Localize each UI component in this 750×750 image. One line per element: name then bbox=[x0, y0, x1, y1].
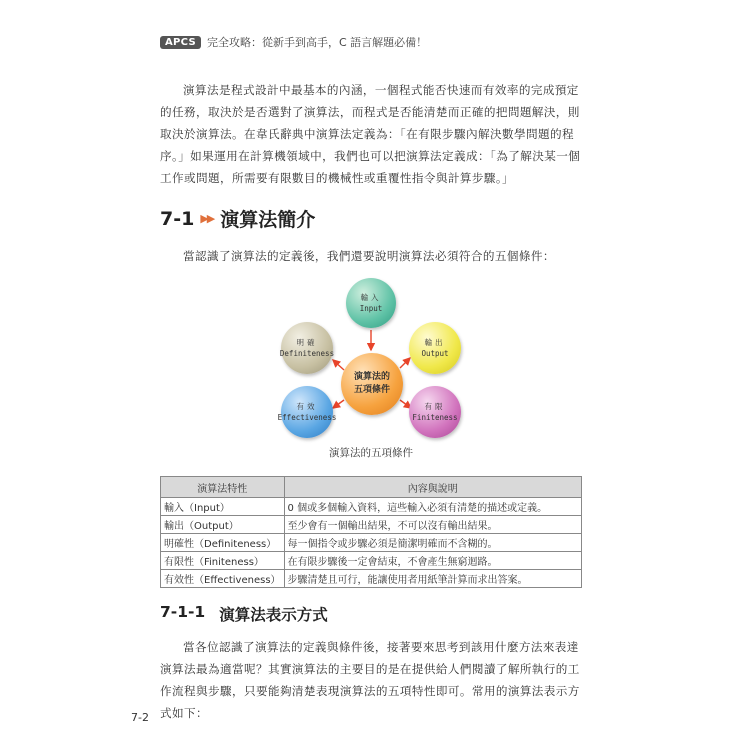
table-cell-property: 明確性（Definiteness） bbox=[161, 534, 285, 552]
table-cell-description: 每一個指令或步驟必須是簡潔明確而不含糊的。 bbox=[284, 534, 581, 552]
table-header-row bbox=[161, 477, 582, 498]
subsection-heading bbox=[160, 603, 328, 625]
diagram-caption: 演算法的五項條件 bbox=[329, 447, 413, 459]
arrow-definiteness bbox=[333, 360, 344, 370]
table-cell-property: 有效性（Effectiveness） bbox=[161, 570, 285, 588]
output-node bbox=[409, 322, 461, 374]
table-header-property: 演算法特性 bbox=[161, 477, 285, 498]
intro-paragraph: 演算法是程式設計中最基本的內涵，一個程式能否快速而有效率的完成預定的任務，取決於是否選對了演算法，而程式是否能清楚而正確的把問題解決，則取決於演算法。在韋氏辭典中演算法定義為：「在有限步驟內解決數學問題的程序。」如果運用在計算機領域中，我們也可以把演算法定義成：「為了解決某一個工作或問題，所需要有限數目的機械性或重覆性指令與計算步驟。」 bbox=[160, 83, 581, 185]
input-node-zh: 輸入 bbox=[360, 293, 382, 302]
table-cell-description: 0 個或多個輸入資料，這些輸入必須有清楚的描述或定義。 bbox=[284, 498, 581, 516]
definiteness-node-zh: 明確 bbox=[296, 338, 318, 347]
table-cell-property: 輸入（Input） bbox=[161, 498, 285, 516]
table-cell-description: 在有限步驟後一定會結束，不會產生無窮迴路。 bbox=[284, 552, 581, 570]
algorithm-properties-table bbox=[160, 476, 582, 588]
effectiveness-node-zh: 有效 bbox=[296, 402, 318, 411]
center-node-line-1: 演算法的 bbox=[353, 372, 390, 382]
double-arrow-icon: ▶▶ bbox=[200, 212, 214, 225]
section-title: 演算法簡介 bbox=[220, 209, 316, 231]
finiteness-node-zh: 有限 bbox=[424, 402, 446, 411]
table-row bbox=[161, 516, 582, 534]
center-node bbox=[341, 353, 403, 415]
table-cell-description: 至少會有一個輸出結果，不可以沒有輸出結果。 bbox=[284, 516, 581, 534]
section-number: 7-1 bbox=[160, 207, 195, 230]
table-row bbox=[161, 570, 582, 588]
subsection-paragraph: 當各位認識了演算法的定義與條件後，接著要來思考到該用什麼方法來表達演算法最為適當呢？其實演算法的主要目的是在提供給人們閱讀了解所執行的工作流程與步驟，只要能夠清楚表現演算法的五項特性即可。常用的演算法表示方式如下： bbox=[160, 640, 580, 720]
book-title: 完全攻略：從新手到高手，C 語言解題必備！ bbox=[207, 36, 428, 49]
table-row bbox=[161, 534, 582, 552]
definiteness-node-en: Definiteness bbox=[279, 349, 335, 358]
table-cell-property: 輸出（Output） bbox=[161, 516, 285, 534]
book-series-badge: APCS bbox=[160, 36, 201, 49]
subsection-title: 演算法表示方式 bbox=[219, 606, 328, 624]
effectiveness-node-en: Effectiveness bbox=[277, 413, 337, 422]
five-conditions-diagram bbox=[278, 278, 468, 440]
table-cell-property: 有限性（Finiteness） bbox=[161, 552, 285, 570]
running-header bbox=[160, 34, 427, 50]
input-node-en: Input bbox=[359, 304, 383, 313]
page-number: 7-2 bbox=[131, 711, 149, 724]
output-node-en: Output bbox=[421, 349, 449, 358]
finiteness-node-en: Finiteness bbox=[412, 413, 458, 422]
finiteness-node bbox=[409, 386, 461, 438]
section-paragraph: 當認識了演算法的定義後，我們還要說明演算法必須符合的五個條件： bbox=[183, 249, 555, 263]
table-header-description: 內容與說明 bbox=[284, 477, 581, 498]
effectiveness-node bbox=[277, 386, 337, 438]
table-row bbox=[161, 552, 582, 570]
definiteness-node bbox=[281, 322, 333, 374]
input-node bbox=[346, 278, 396, 328]
section-heading bbox=[160, 205, 315, 232]
table-row bbox=[161, 498, 582, 516]
center-node-line-2: 五項條件 bbox=[353, 385, 390, 395]
subsection-number: 7-1-1 bbox=[160, 603, 206, 621]
arrow-effectiveness bbox=[333, 400, 344, 408]
arrow-output bbox=[400, 358, 410, 368]
table-cell-description: 步驟清楚且可行，能讓使用者用紙筆計算而求出答案。 bbox=[284, 570, 581, 588]
output-node-zh: 輸出 bbox=[424, 338, 446, 347]
